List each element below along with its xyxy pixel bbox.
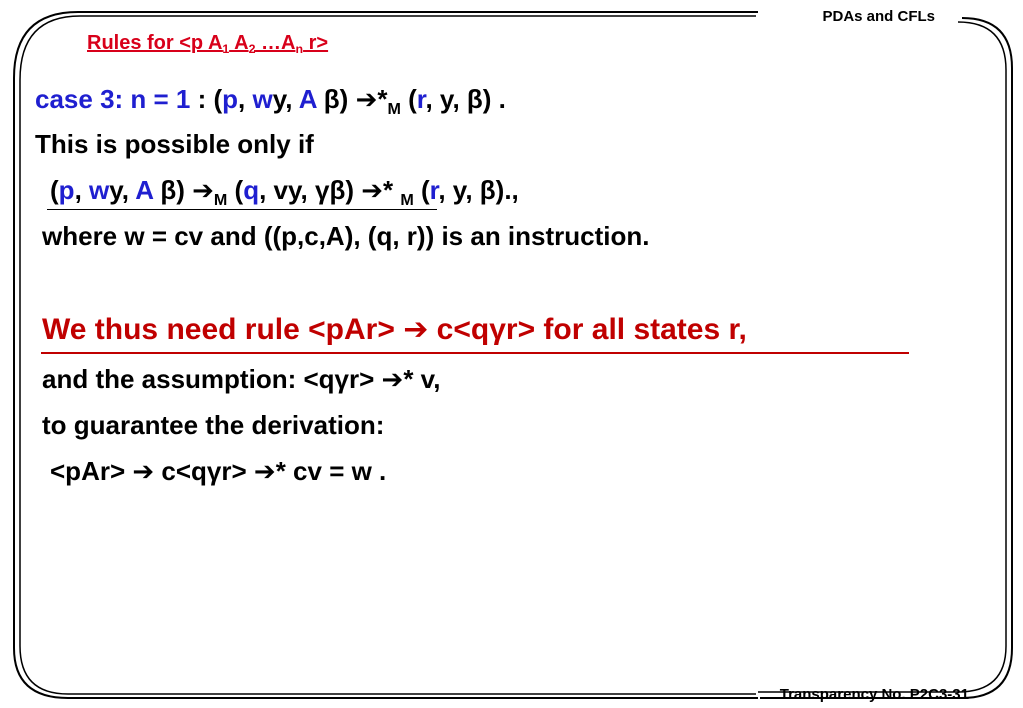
l1-r: r — [416, 84, 426, 114]
l3-close: ) — [176, 175, 193, 205]
footer-transparency-number: Transparency No. P2C3-31 — [779, 686, 969, 703]
line-guarantee: to guarantee the derivation: — [42, 410, 385, 440]
l3-end: )., — [495, 175, 519, 205]
line-possible-only-if: This is possible only if — [35, 129, 314, 159]
header-course-title: PDAs and CFLs — [822, 8, 935, 25]
l6-a: and the assumption: <q — [42, 364, 335, 394]
l3-close2: ) — [345, 175, 362, 205]
arrow-icon: ➔ — [132, 456, 155, 486]
l1-A: A — [298, 84, 317, 114]
l1-end: ) . — [482, 84, 506, 114]
l3-comma: , — [74, 175, 90, 205]
l1-open2: ( — [400, 84, 417, 114]
frame-inner — [20, 16, 1006, 694]
title-sub-n: n — [295, 42, 304, 57]
l8-b: c<q — [154, 456, 207, 486]
beta-symbol: β — [479, 175, 496, 205]
l3-w: w — [89, 175, 110, 205]
l3-y2: , y, — [438, 175, 480, 205]
line-where-instruction: where w = cv and ((p,c,A), (q, r)) is an instruction. — [42, 221, 650, 251]
arrow-icon: ➔ — [381, 364, 404, 394]
l3-A: A — [135, 175, 154, 205]
l3-open2: ( — [227, 175, 244, 205]
l5-a: We thus need rule <pAr> — [42, 313, 404, 346]
beta-symbol: β — [160, 175, 177, 205]
l5-c: r> for all states r, — [505, 313, 747, 346]
l1-star: * — [377, 84, 388, 114]
l3-y: y, — [109, 175, 136, 205]
l1-colon: : ( — [190, 84, 223, 114]
l1-rest: , y, — [425, 84, 467, 114]
l1-y: y, — [272, 84, 299, 114]
l3-vy: , vy, — [259, 175, 315, 205]
beta-symbol: β — [466, 84, 483, 114]
l1-sub-M: M — [387, 99, 401, 118]
case-label: case 3: n = 1 — [35, 84, 191, 114]
arrow-icon: ➔ — [403, 313, 429, 346]
l5-b: c<q — [428, 313, 490, 346]
gamma-symbol: γ — [489, 313, 506, 346]
slide-title — [87, 32, 328, 55]
gamma-symbol: γ — [206, 456, 222, 486]
l1-close: ) — [339, 84, 356, 114]
title-sub-1: 1 — [222, 42, 230, 57]
arrow-icon: ➔ — [192, 175, 214, 205]
arrow-icon: ➔ — [253, 456, 276, 486]
l6-c: * v, — [403, 364, 441, 394]
transition-underline — [47, 209, 437, 210]
line-derivation — [50, 456, 386, 487]
l1-w: w — [252, 84, 273, 114]
line-case-3 — [35, 84, 506, 118]
l1-comma: , — [238, 84, 253, 114]
gamma-symbol: γ — [314, 175, 330, 205]
arrow-icon: ➔ — [355, 84, 378, 114]
l3-open3: ( — [413, 175, 430, 205]
l3-sub-M: M — [213, 190, 228, 209]
beta-symbol: β — [329, 175, 346, 205]
rule-underline — [41, 352, 909, 354]
l1-space — [317, 84, 324, 114]
l3-star: * — [383, 175, 401, 205]
title-main: Rules for <p A — [87, 32, 223, 54]
line-transition — [50, 175, 519, 209]
title-part-4: r> — [303, 32, 329, 54]
l3-sub-M2: M — [400, 190, 414, 209]
l8-d: * cv = w . — [275, 456, 387, 486]
title-part-3: …A — [255, 32, 296, 54]
line-assumption — [42, 364, 440, 395]
l8-c: r> — [221, 456, 254, 486]
l1-p: p — [222, 84, 239, 114]
gamma-symbol: γ — [334, 364, 349, 394]
l3-q: q — [243, 175, 260, 205]
line-we-need-rule — [42, 312, 747, 347]
l3-r: r — [429, 175, 439, 205]
l6-b: r> — [349, 364, 382, 394]
l3-p: p — [58, 175, 75, 205]
beta-symbol: β — [323, 84, 340, 114]
title-part-2: A — [229, 32, 249, 54]
l3-open: ( — [50, 175, 59, 205]
l8-a: <pAr> — [50, 456, 133, 486]
title-sub-2: 2 — [248, 42, 256, 57]
arrow-icon: ➔ — [361, 175, 383, 205]
